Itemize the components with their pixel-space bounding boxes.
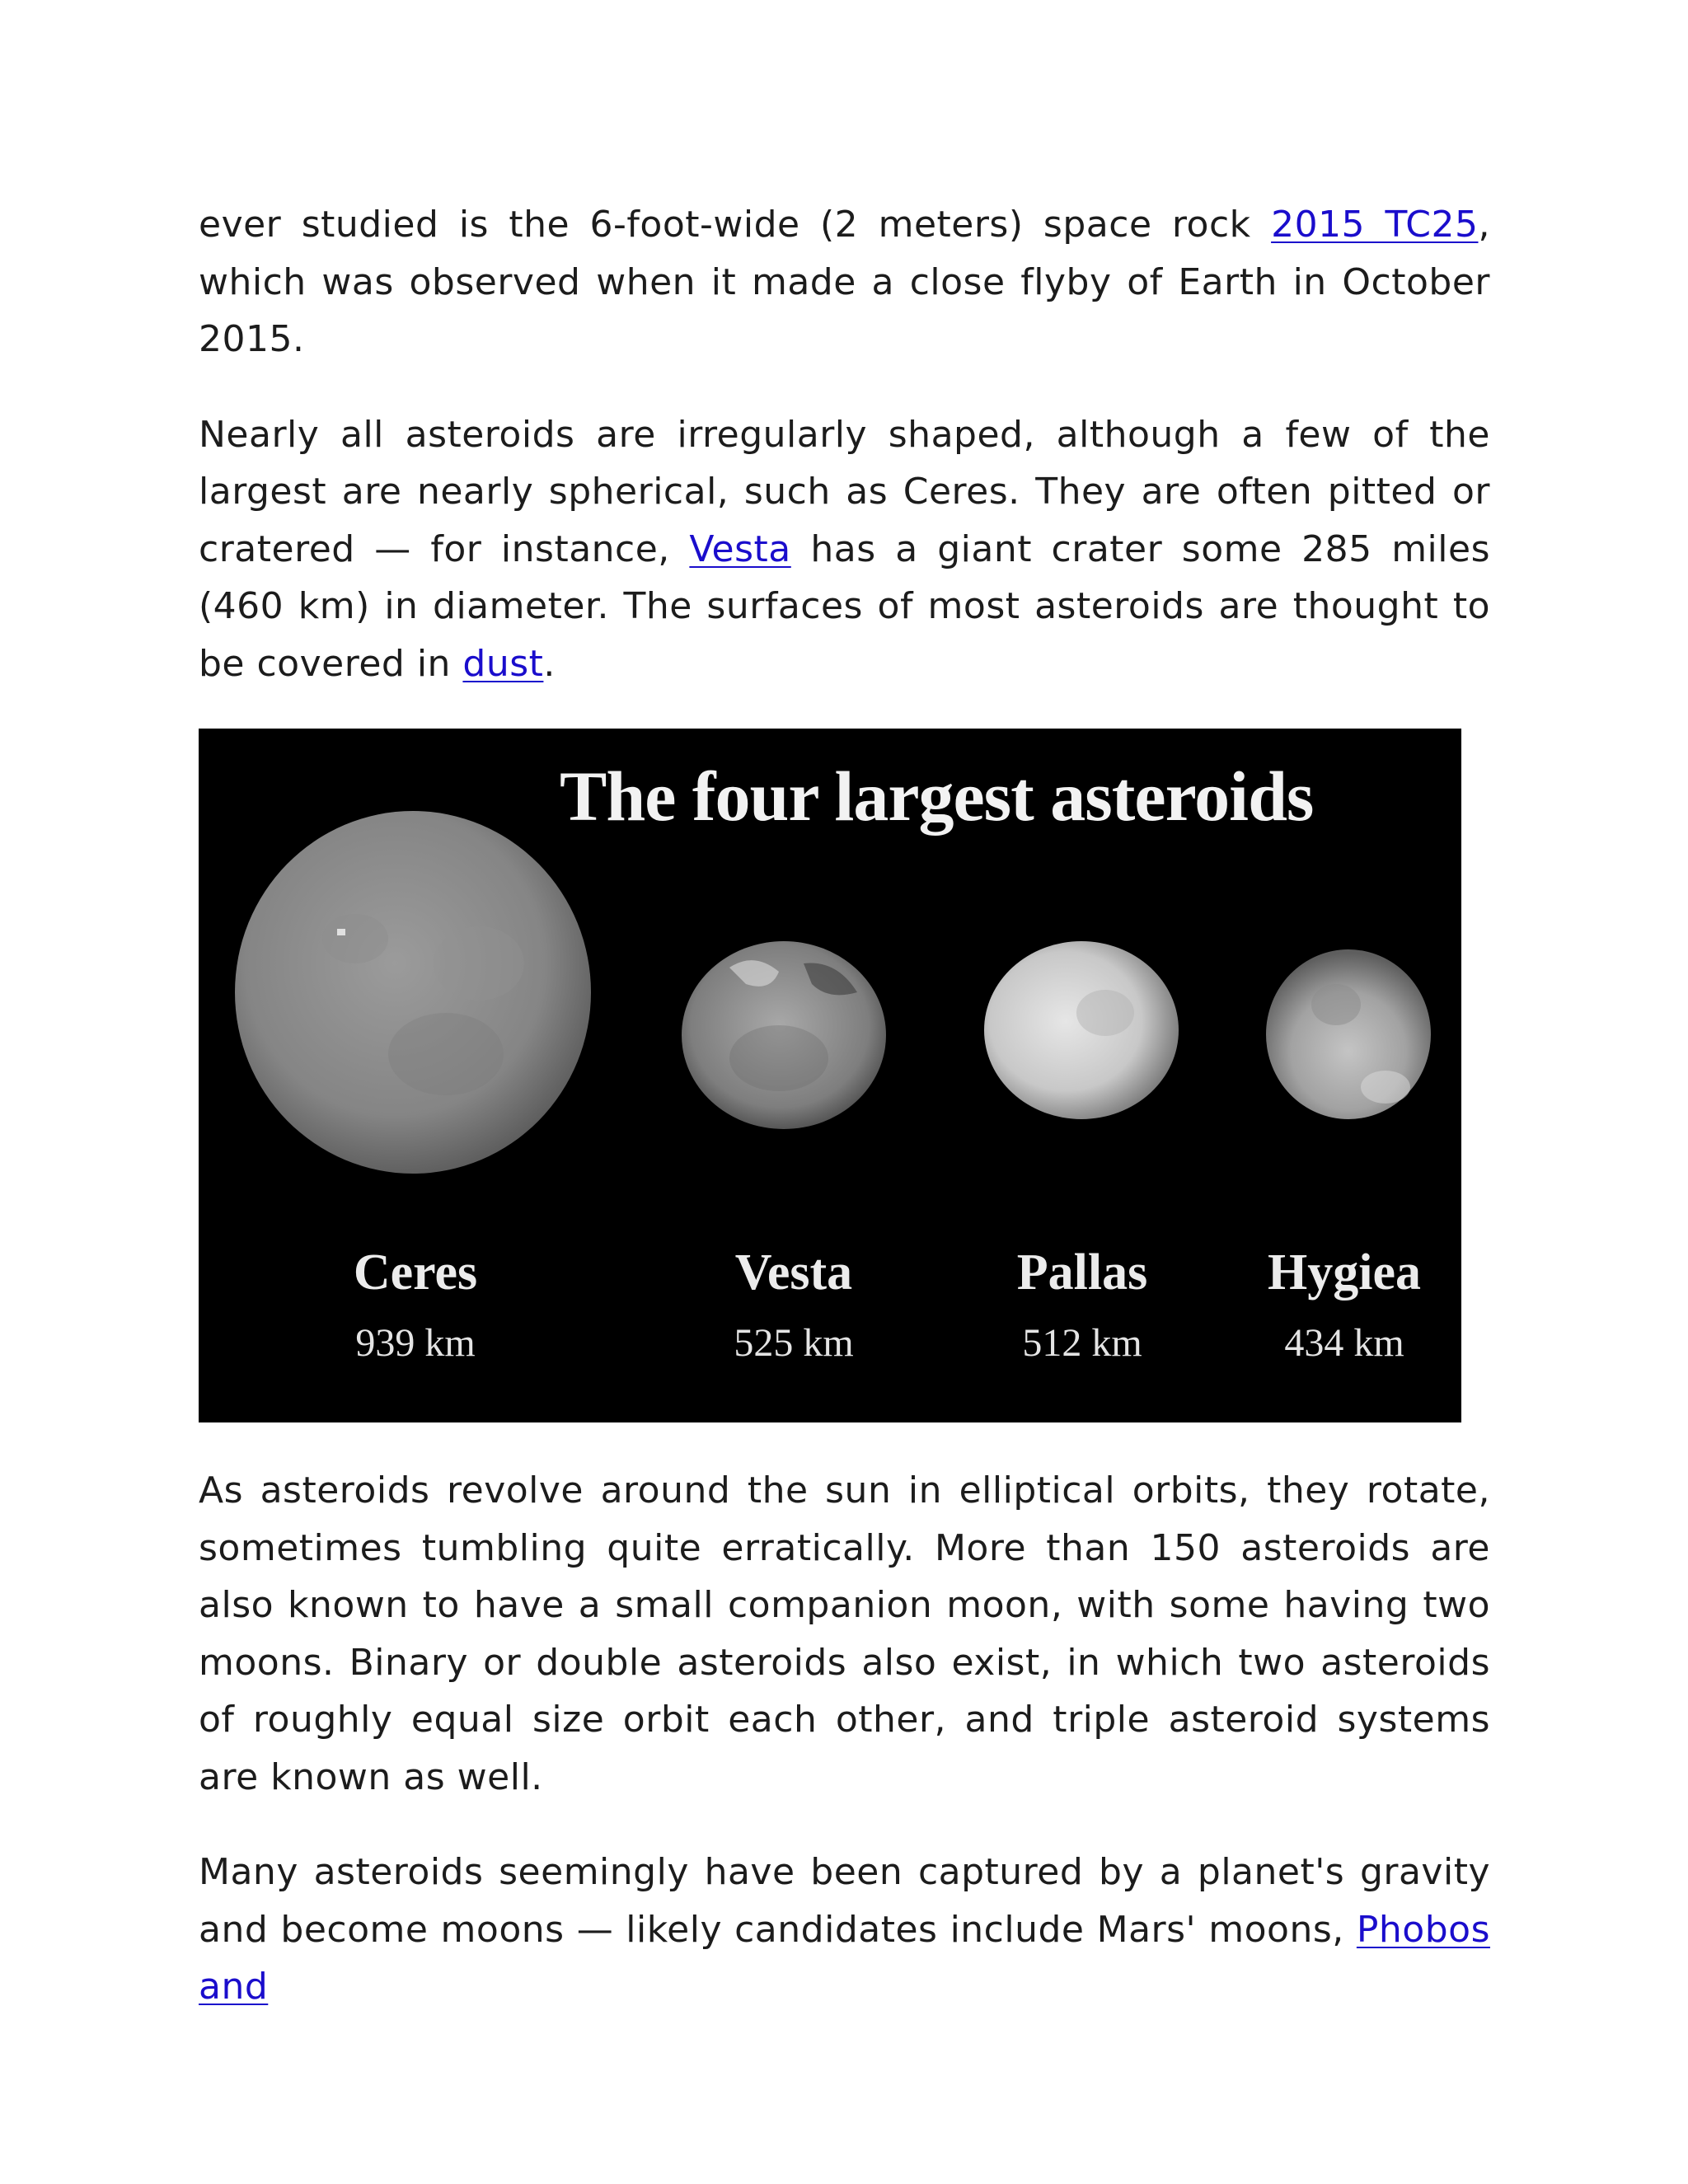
- vesta-label: Vesta: [734, 1244, 853, 1301]
- link-vesta[interactable]: Vesta: [689, 527, 791, 570]
- paragraph-text: .: [543, 642, 556, 685]
- document-page: [199, 196, 1490, 2016]
- ceres-size: 939 km: [355, 1321, 476, 1365]
- paragraph-text: Many asteroids seemingly have been captured by a planet's gravity and become moons — likely candidates include Mars' moons,: [199, 1851, 1490, 1951]
- hygiea-image: [1262, 947, 1435, 1122]
- paragraph-text: has a giant crater some 285 miles (460 km) in diameter. The surfaces of most asteroids are thought to be covered in: [199, 527, 1490, 685]
- figure-title: The four largest asteroids: [560, 757, 1314, 836]
- link-phobos-and[interactable]: Phobos and: [199, 1908, 1490, 2008]
- paragraph-text: , which was observed when it made a close flyby of Earth in October 2015.: [199, 204, 1490, 360]
- paragraph-shapes: [199, 406, 1490, 693]
- paragraph-rotation: As asteroids revolve around the sun in elliptical orbits, they rotate, sometimes tumbling quite erratically. More than 150 asteroids are also known to have a small companion moon, with some having two moons. Binary or double asteroids also exist, in which two asteroids of roughly equal size orbit each other, and triple asteroid systems are known as well.: [199, 1469, 1490, 1798]
- hygiea-label: Hygiea: [1268, 1244, 1421, 1301]
- four-largest-asteroids-figure: [199, 729, 1461, 1422]
- ceres-image: [232, 807, 594, 1178]
- ceres-label: Ceres: [353, 1244, 478, 1301]
- pallas-size: 512 km: [1022, 1321, 1142, 1365]
- link-dust[interactable]: dust: [462, 642, 544, 685]
- paragraph-2015-tc25: [199, 196, 1490, 368]
- paragraph-captured-moons: [199, 1844, 1490, 2016]
- link-2015-tc25[interactable]: 2015 TC25: [1271, 204, 1479, 246]
- paragraph-text: Nearly all asteroids are irregularly shaped, although a few of the largest are nearly spherical, such as Ceres. They are often pitted or cratered — for instance,: [199, 413, 1490, 570]
- hygiea-size: 434 km: [1284, 1321, 1404, 1365]
- pallas-label: Pallas: [1016, 1244, 1148, 1301]
- pallas-image: [982, 939, 1181, 1122]
- paragraph-text: ever studied is the 6-foot-wide (2 meters) space rock: [199, 204, 1272, 246]
- vesta-size: 525 km: [734, 1321, 854, 1365]
- vesta-image: [680, 935, 888, 1132]
